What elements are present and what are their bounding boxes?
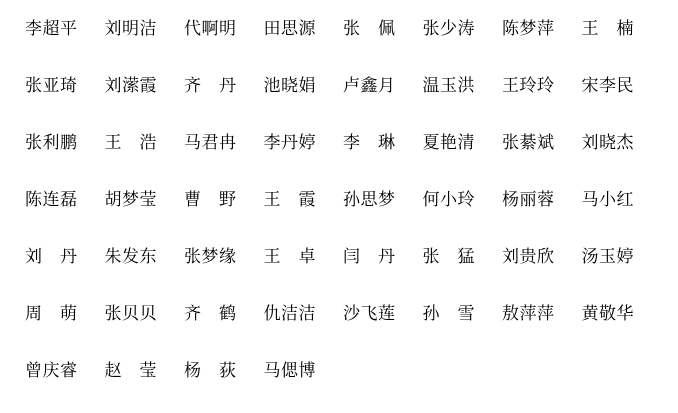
name-item: 赵 莹	[104, 361, 157, 380]
name-item: 王 霞	[263, 190, 316, 209]
name-item: 孙 雪	[422, 304, 475, 323]
name-item: 张梦缘	[184, 247, 237, 266]
name-item: 刘晓杰	[581, 133, 634, 152]
name-item: 李 琳	[343, 133, 396, 152]
name-item: 黄敬华	[581, 304, 634, 323]
name-item: 李丹婷	[263, 133, 316, 152]
name-item: 宋李民	[581, 76, 634, 95]
name-item: 张贝贝	[104, 304, 157, 323]
name-item: 曹 野	[184, 190, 237, 209]
name-item: 田思源	[263, 19, 316, 38]
name-item: 仇洁洁	[263, 304, 316, 323]
name-row	[25, 0, 678, 57]
name-item: 沙飞莲	[343, 304, 396, 323]
name-item: 王 卓	[263, 247, 316, 266]
name-item: 刘 丹	[25, 247, 78, 266]
name-item: 杨 荻	[184, 361, 237, 380]
name-item: 孙思梦	[343, 190, 396, 209]
name-item: 马偲博	[263, 361, 316, 380]
name-item: 陈梦萍	[502, 19, 555, 38]
name-item: 刘明洁	[104, 19, 157, 38]
name-item: 张亚琦	[25, 76, 78, 95]
name-item: 曾庆睿	[25, 361, 78, 380]
name-item: 刘潆霞	[104, 76, 157, 95]
name-item: 王 浩	[104, 133, 157, 152]
name-item: 王玲玲	[502, 76, 555, 95]
name-item: 张 佩	[343, 19, 396, 38]
name-row	[25, 57, 678, 114]
name-item: 张利鹏	[25, 133, 78, 152]
name-item: 卢鑫月	[343, 76, 396, 95]
name-item: 汤玉婷	[581, 247, 634, 266]
name-item: 陈连磊	[25, 190, 78, 209]
name-item: 齐 丹	[184, 76, 237, 95]
name-item: 刘贵欣	[502, 247, 555, 266]
name-row	[25, 114, 678, 171]
name-item: 胡梦莹	[104, 190, 157, 209]
name-item: 马君冉	[184, 133, 237, 152]
name-item: 张 猛	[422, 247, 475, 266]
name-item: 齐 鹤	[184, 304, 237, 323]
name-item: 何小玲	[422, 190, 475, 209]
name-item: 张綦斌	[502, 133, 555, 152]
name-item: 闫 丹	[343, 247, 396, 266]
name-row	[25, 285, 678, 342]
name-item: 马小红	[581, 190, 634, 209]
name-row	[25, 228, 678, 285]
name-row	[25, 342, 678, 399]
name-item: 杨丽蓉	[502, 190, 555, 209]
name-item: 周 萌	[25, 304, 78, 323]
name-item: 敖萍萍	[502, 304, 555, 323]
name-item: 池晓娟	[263, 76, 316, 95]
name-item: 张少涛	[422, 19, 475, 38]
name-item: 李超平	[25, 19, 78, 38]
name-item: 夏艳清	[422, 133, 475, 152]
name-row	[25, 171, 678, 228]
name-item: 王 楠	[581, 19, 634, 38]
name-item: 朱发东	[104, 247, 157, 266]
name-item: 温玉洪	[422, 76, 475, 95]
name-item: 代啊明	[184, 19, 237, 38]
